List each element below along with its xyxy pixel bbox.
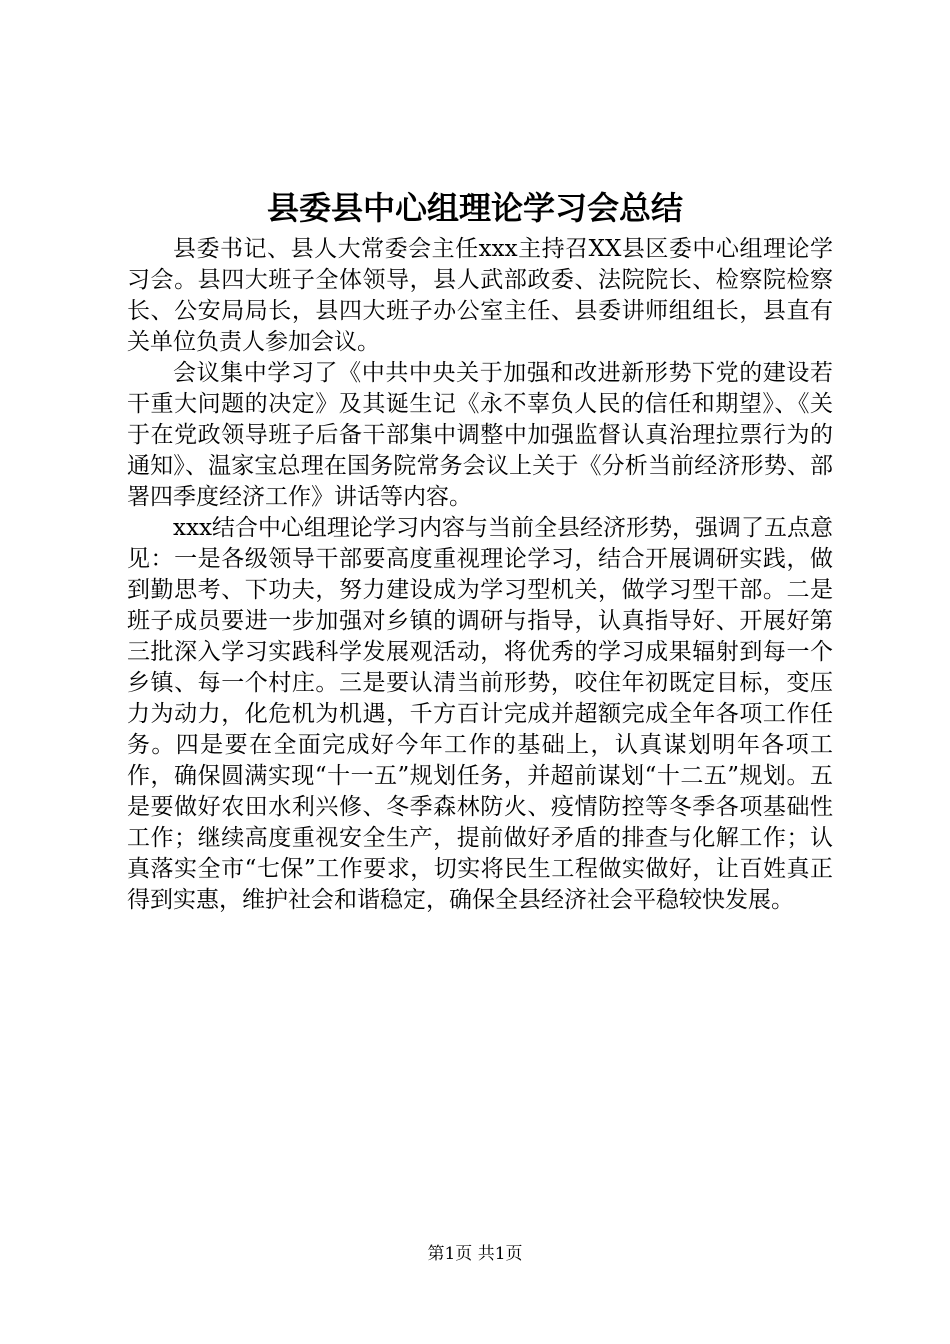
document-body bbox=[127, 234, 833, 916]
paragraph-attendance: 县委书记、县人大常委会主任xxx主持召XX县区委中心组理论学习会。县四大班子全体领导，县人武部政委、法院院长、检察院检察长、公安局局长，县四大班子办公室主任、县委讲师组组长，县直有关单位负责人参加会议。 bbox=[127, 236, 833, 355]
page-footer: 第1页 共1页 bbox=[427, 1244, 523, 1264]
paragraph-opinions: xxx结合中心组理论学习内容与当前全县经济形势，强调了五点意见：一是各级领导干部要高度重视理论学习，结合开展调研实践，做到勤思考、下功夫，努力建设成为学习型机关，做学习型干部。二是班子成员要进一步加强对乡镇的调研与指导，认真指导好、开展好第三批深入学习实践科学发展观活动，将优秀的学习成果辐射到每一个乡镇、每一个村庄。三是要认清当前形势，咬住年初既定目标，变压力为动力，化危机为机遇，千方百计完成并超额完成全年各项工作任务。四是要在全面完成好今年工作的基础上，认真谋划明年各项工作，确保圆满实现“十一五”规划任务，并超前谋划“十二五”规划。五是要做好农田水利兴修、冬季森林防火、疫情防控等冬季各项基础性工作；继续高度重视安全生产，提前做好矛盾的排查与化解工作；认真落实全市“七保”工作要求，切实将民生工程做实做好，让百姓真正得到实惠，维护社会和谐稳定，确保全县经济社会平稳较快发展。 bbox=[127, 515, 833, 913]
paragraph-study-content: 会议集中学习了《中共中央关于加强和改进新形势下党的建设若干重大问题的决定》及其诞生记《永不辜负人民的信任和期望》、《关于在党政领导班子后备干部集中调整中加强监督认真治理拉票行为的通知》、温家宝总理在国务院常务会议上关于《分析当前经济形势、部署四季度经济工作》讲话等内容。 bbox=[127, 360, 833, 510]
document-title: 县委县中心组理论学习会总结 bbox=[266, 189, 683, 227]
